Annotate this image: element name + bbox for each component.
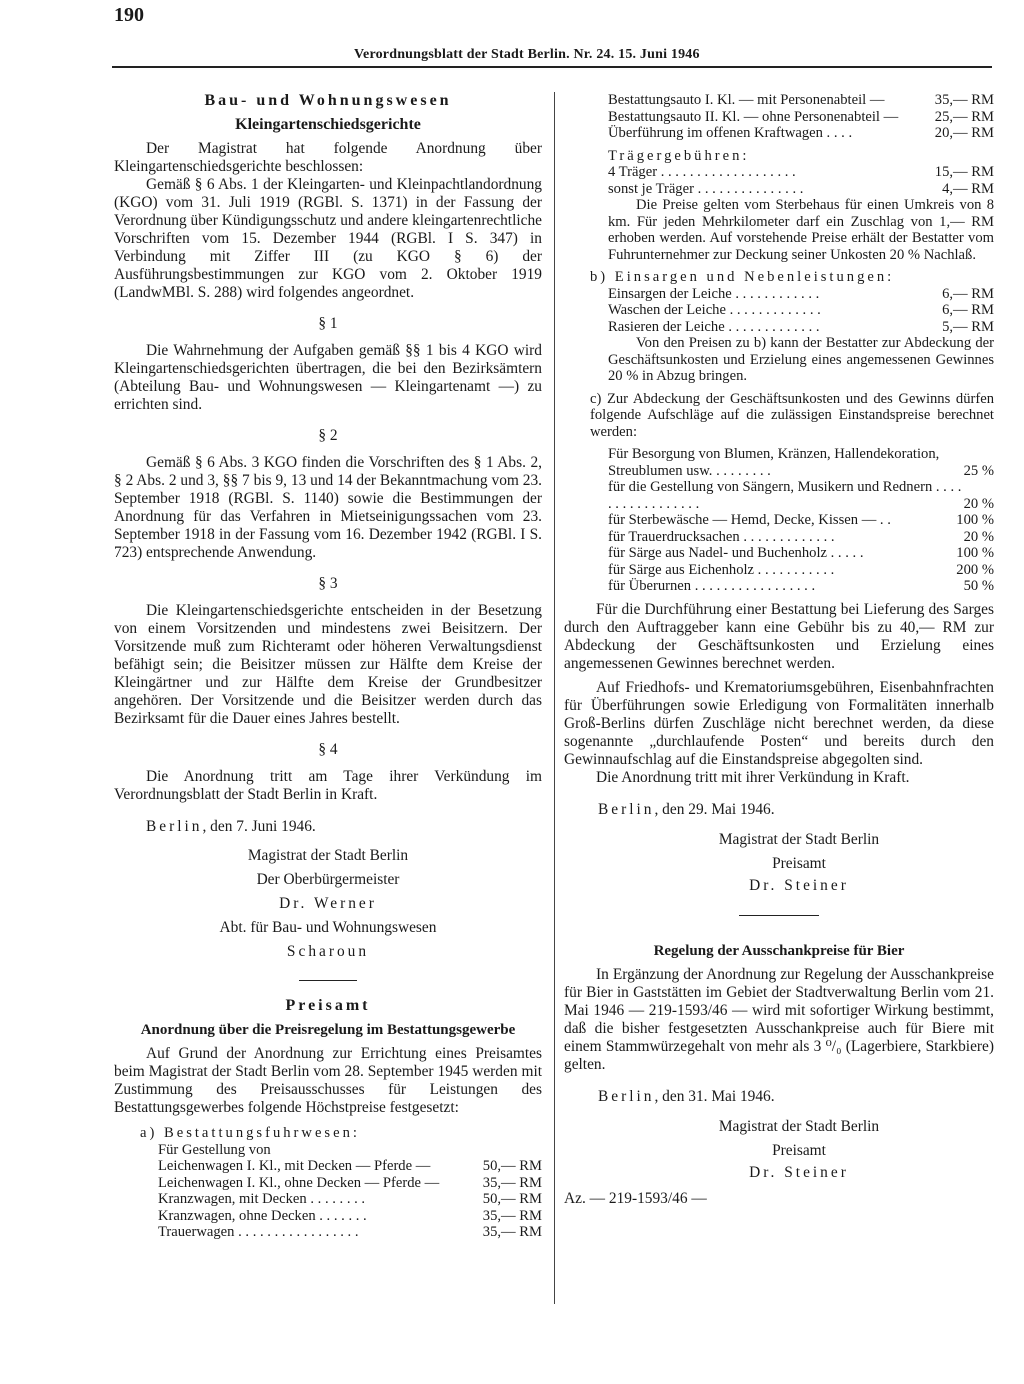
signature-abteilung: Abt. für Bau- und Wohnungswesen <box>219 919 437 936</box>
list-item: Kranzwagen, ohne Decken . . . . . . . 35,— RM <box>158 1207 542 1224</box>
signature-oberbuergermeister: Der Oberbürgermeister <box>256 871 400 888</box>
b-label: b) Einsargen und Nebenleistungen: <box>590 269 895 285</box>
section-divider <box>299 980 357 981</box>
list-item: für Trauerdrucksachen . . . . . . . . . . . . . 20 % <box>608 528 994 545</box>
heading-bestattung: Anordnung über die Preisregelung im Bestattungsgewerbe <box>140 1022 516 1038</box>
paragraph-3-text: Die Kleingartenschiedsgerichte entscheiden in der Besetzung von einem Vorsitzenden und mindestens zwei Beisitzern. Der Vorsitzende muß zum Richteramt oder höheren Verwaltungsdienst befähigt sein; die Beisitzer müssen zur Hälfte dem Kreise der Kleingärtner und zur Hälfte dem Kreise der Grundbesitzer angehören. Der Vorsitzende und die Beisitzer werden durch das Bezirksamt für die Dauer eines Jahres bestellt. <box>114 602 542 727</box>
page-number: 190 <box>114 4 144 26</box>
legal-basis-paragraph: Gemäß § 6 Abs. 1 der Kleingarten- und Kleinpachtlandordnung (KGO) vom 31. Juli 1919 (RGBl. S. 1371) in der Fassung der Verordnung über Kündigungsschutz und andere kleingartenrechtliche Vorschriften vom 15. Dezember 1944 (RGBl. I S. 347) in Verbindung mit Ziffer III (zu KGO § 6) der Ausführungsbestimmungen zur KGO vom 2. Oktober 1919 (LandwMBl. S. 288) wird folgendes angeordnet. <box>114 176 542 301</box>
b-items-list <box>564 286 994 336</box>
auto-items-list <box>564 92 994 142</box>
signature-date-line-1 <box>564 801 994 819</box>
b-note: Von den Preisen zu b) kann der Bestatter zur Abdeckung der Geschäftsunkosten und Erzielung eines angemessenen Gewinnes 20 % in Abzug bringen. <box>608 335 994 384</box>
inkrafttreten-paragraph: Die Anordnung tritt mit ihrer Verkündung in Kraft. <box>596 768 910 786</box>
signature-preisamt-2: Preisamt <box>772 1141 826 1159</box>
list-item: Rasieren der Leiche . . . . . . . . . . . . . 5,— RM <box>608 318 994 335</box>
c-items-list <box>564 446 994 595</box>
list-item: für die Gestellung von Sängern, Musikern und Rednern . . . . . . . . . . . . . . . . . 20 % <box>608 479 994 512</box>
signature-date: , den 7. Juni 1946. <box>202 818 316 835</box>
heading-kleingarten: Kleingartenschiedsgerichte <box>235 116 421 133</box>
list-item: sonst je Träger . . . . . . . . . . . . . . . 4,— RM <box>608 180 994 197</box>
list-item: Waschen der Leiche . . . . . . . . . . . . . 6,— RM <box>608 302 994 318</box>
signature-magistrat-2: Magistrat der Stadt Berlin <box>718 1117 880 1135</box>
section-title-bau: Bau- und Wohnungswesen <box>204 92 452 109</box>
signature-date-line-2 <box>564 1088 994 1106</box>
signature-magistrat-1: Magistrat der Stadt Berlin <box>718 830 880 848</box>
a-label-text: a) Bestattungsfuhrwesen: <box>140 1125 360 1141</box>
list-item: Leichenwagen I. Kl., mit Decken — Pferde — 50,— RM <box>158 1158 542 1174</box>
list-item: Überführung im offenen Kraftwagen . . . . 20,— RM <box>608 125 994 141</box>
signature-steiner-1: Dr. Steiner <box>749 876 849 894</box>
signature-date-line <box>114 818 542 836</box>
paragraph-1-text: Die Wahrnehmung der Aufgaben gemäß §§ 1 bis 4 KGO wird Kleingartenschiedsgerichten übertragen, die bei den Bezirksämtern (Abteilung Bau- und Wohnungswesen — Kleingartenamt —) zu errichten sind. <box>114 342 542 413</box>
list-item: Kranzwagen, mit Decken . . . . . . . . 50,— RM <box>158 1191 542 1207</box>
a-items-list <box>114 1158 542 1241</box>
list-item: für Überurnen . . . . . . . . . . . . . . . . . 50 % <box>608 578 994 594</box>
list-item: für Sterbewäsche — Hemd, Decke, Kissen — . . 100 % <box>608 512 994 528</box>
signature-place: Berlin <box>146 818 203 835</box>
list-item: Einsargen der Leiche . . . . . . . . . . . . 6,— RM <box>608 285 994 302</box>
traeger-label: Trägergebühren: <box>608 147 750 164</box>
signature-magistrat: Magistrat der Stadt Berlin <box>247 847 409 864</box>
list-item: Trauerwagen . . . . . . . . . . . . . . . . . 35,— RM <box>158 1224 542 1240</box>
column-divider <box>554 92 555 1304</box>
paragraph-2-heading: § 2 <box>318 427 338 444</box>
publication-header: Verordnungsblatt der Stadt Berlin. Nr. 24. 15. Juni 1946 <box>354 47 700 62</box>
a-label <box>114 1125 542 1142</box>
paragraph-2-text: Gemäß § 6 Abs. 3 KGO finden die Vorschriften des § 1 Abs. 2, § 2 Abs. 2 und 3, §§ 7 bis 9, 13 und 14 der Bekanntmachung vom 23. September 1918 (RGBl. S. 1140) sowie die Bestimmungen der Anordnung für das Verfahren in Mietseinigungssachen vom 23. September 1918 in der Fassung vom 16. Dezember 1942 (RGBl. I S. 723) entsprechende Anwendung. <box>114 454 542 561</box>
intro-paragraph: Der Magistrat hat folgende Anordnung über Kleingartenschiedsgerichte beschlossen: <box>114 140 542 175</box>
signature-date-1: , den 29. Mai 1946. <box>654 800 775 818</box>
list-item: 4 Träger . . . . . . . . . . . . . . . . . . . 15,— RM <box>608 164 994 180</box>
signature-place-1: Berlin <box>598 800 655 818</box>
aktenzeichen: Az. — 219-1593/46 — <box>564 1189 707 1207</box>
paragraph-4-heading: § 4 <box>318 741 338 758</box>
heading-bier: Regelung der Ausschankpreise für Bier <box>653 942 905 959</box>
paragraph-4-text: Die Anordnung tritt am Tage ihrer Verkündung im Verordnungsblatt der Stadt Berlin in Kraft. <box>114 768 542 803</box>
list-item: Bestattungsauto I. Kl. — mit Personenabteil — 35,— RM <box>608 92 994 108</box>
traeger-note: Die Preise gelten vom Sterbehaus für einen Umkreis von 8 km. Für jeden Mehrkilometer darf ein Zuschlag von 1,— RM erhoben werden. Auf vorstehende Preise erhält der Bestatter vom Fuhrunternehmer zur Deckung seiner Unkosten 20 % Nachlaß. <box>608 197 994 263</box>
section-divider <box>739 915 819 916</box>
header-rule <box>112 66 992 68</box>
signature-place-2: Berlin <box>598 1087 655 1105</box>
list-item: Bestattungsauto II. Kl. — ohne Personenabteil — 25,— RM <box>608 108 994 125</box>
paragraph-3-heading: § 3 <box>318 575 338 592</box>
right-column <box>564 92 994 1208</box>
paragraph-1-heading: § 1 <box>318 315 338 332</box>
c-text: c) Zur Abdeckung der Geschäftsunkosten und des Gewinns dürfen folgende Aufschläge auf die zulässigen Einstandspreise berechnet werden: <box>590 390 994 440</box>
left-column <box>114 92 542 1241</box>
list-item: Leichenwagen I. Kl., ohne Decken — Pferde — 35,— RM <box>158 1174 542 1191</box>
signature-preisamt-1: Preisamt <box>772 854 826 872</box>
signature-scharoun: Scharoun <box>286 943 370 960</box>
bier-paragraph: In Ergänzung der Anordnung zur Regelung der Ausschankpreise für Bier in Gaststätten im Gebiet der Stadtverwaltung Berlin vom 21. Mai 1946 — 219-1593/46 — wird mit sofortiger Wirkung bestimmt, daß die bisher festgesetzten Ausschankpreise auch für Biere mit einem Stammwürzegehalt von mehr als 3 ⁰/₀ (Lagerbiere, Starkbiere) gelten. <box>564 965 994 1073</box>
signature-werner: Dr. Werner <box>279 895 377 912</box>
section-title-preisamt: Preisamt <box>285 997 371 1014</box>
a-intro: Für Gestellung von <box>158 1141 271 1158</box>
preisamt-intro: Auf Grund der Anordnung zur Errichtung eines Preisamtes beim Magistrat der Stadt Berlin vom 28. September 1945 werden mit Zustimmung des Preisausschusses für Leistungen des Bestattungsgewerbes folgende Höchstpreise festgesetzt: <box>114 1045 542 1116</box>
list-item: Für Besorgung von Blumen, Kränzen, Hallendekoration, Streublumen usw. . . . . . . . . 25 % <box>608 446 994 479</box>
list-item: für Särge aus Nadel- und Buchenholz . . . . . 100 % <box>608 545 994 561</box>
friedhof-paragraph: Auf Friedhofs- und Krematoriumsgebühren, Eisenbahnfrachten für Überführungen sowie Erledigung von Formalitäten innerhalb Groß-Berlins dürfen Zuschläge nicht berechnet werden, da diese sogenannte „durchlaufende Posten“ und bereits durch den Gewinnaufschlag auf die Einstandspreise abgegolten sind. <box>564 678 994 768</box>
list-item: für Särge aus Eichenholz . . . . . . . . . . . 200 % <box>608 561 994 578</box>
signature-steiner-2: Dr. Steiner <box>749 1163 849 1181</box>
signature-date-2: , den 31. Mai 1946. <box>654 1087 775 1105</box>
traeger-items-list <box>564 164 994 197</box>
lieferung-paragraph: Für die Durchführung einer Bestattung bei Lieferung des Sarges durch den Auftraggeber kann eine Gebühr bis zu 40,— RM zur Abdeckung der Geschäftsunkosten und Erzielung eines angemessenen Gewinnes berechnet werden. <box>564 600 994 672</box>
